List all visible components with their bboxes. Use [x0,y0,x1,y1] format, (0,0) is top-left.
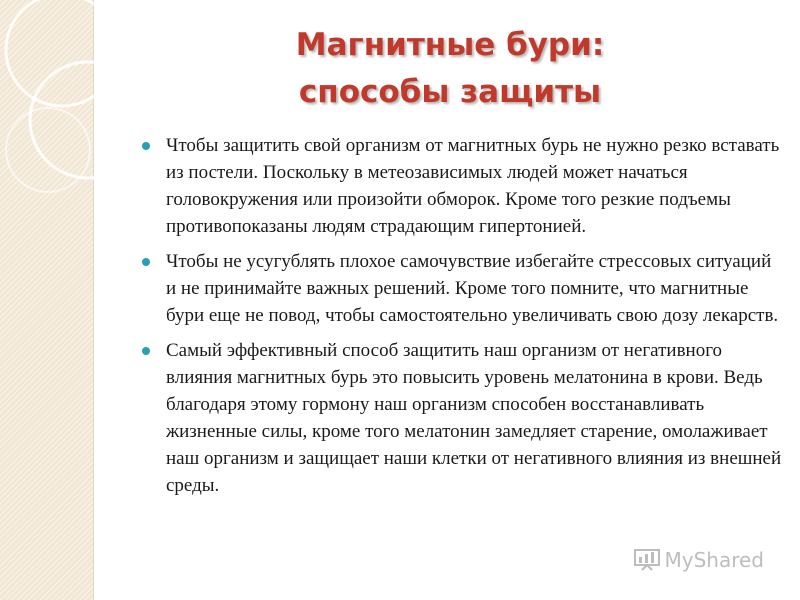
decorative-circles [0,0,130,220]
bullet-text: Самый эффективный способ защитить наш организм от негативного влияния магнитных бурь это повысить уровень мелатонина в крови. Ведь благодаря этому гормону наш организм способен восстанавливать жизненные силы, кроме того мелатонин замедляет старение, омолаживает наш организм и защищает наши клетки от негативного влияния из внешней среды. [166,340,782,496]
bullet-dot-icon [142,142,150,150]
slide-title-line-2: способы защиты [298,74,602,110]
presentation-screen-icon [634,549,660,571]
slide-title-line-1: Магнитные бури: [295,27,605,63]
bullet-item [142,132,782,240]
bullet-text: Чтобы не усугублять плохое самочувствие избегайте стрессовых ситуаций и не принимайте важных решений. Кроме того помните, что магнитные бури еще не повод, чтобы самостоятельно увеличивать свою дозу лекарств. [166,251,779,326]
bullet-list [142,132,782,507]
watermark-logo [634,548,764,572]
bullet-dot-icon [142,258,150,266]
bullet-item [142,337,782,499]
slide-title [130,22,770,116]
watermark-text: MyShared [664,548,764,572]
bullet-dot-icon [142,347,150,355]
bullet-text: Чтобы защитить свой организм от магнитных бурь не нужно резко вставать из постели. Поскольку в метеозависимых людей может начаться головокружения или произойти обморок. Кроме того резкие подъемы противопоказаны людям страдающим гипертонией. [166,135,780,237]
bullet-item [142,248,782,329]
